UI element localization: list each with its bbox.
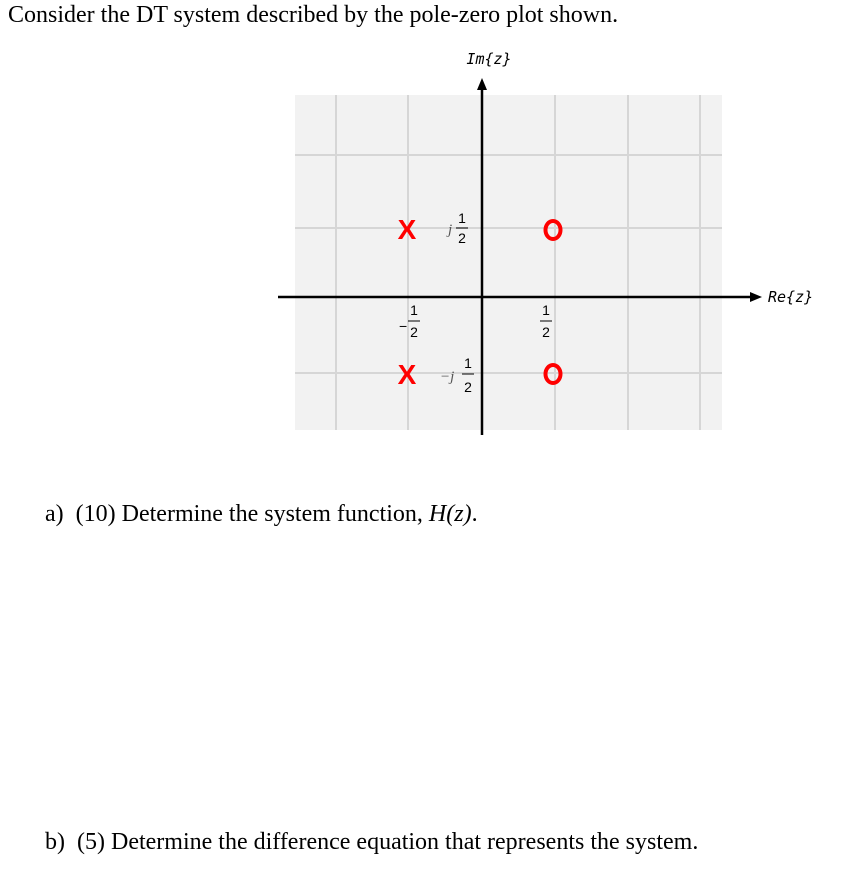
imag-axis-arrow-icon [477, 78, 487, 90]
question-points: (10) [75, 501, 116, 527]
tick-prefix: j [448, 222, 453, 238]
tick-denominator: 2 [458, 230, 466, 246]
grid-background [295, 95, 722, 430]
question-end: . [471, 501, 478, 527]
question-points: (5) [77, 829, 105, 855]
question-label: b) [45, 829, 65, 855]
tick-sign: − [399, 318, 408, 334]
imag-axis-label: Im{z} [466, 50, 512, 68]
tick-denominator: 2 [464, 379, 472, 395]
tick-numerator: 1 [464, 355, 472, 371]
pole-marker: X [397, 359, 417, 390]
pole-marker: X [397, 214, 417, 245]
tick-numerator: 1 [410, 302, 418, 318]
tick-numerator: 1 [458, 210, 466, 226]
question-b [45, 829, 698, 856]
tick-prefix: −j [440, 369, 455, 385]
question-label: a) [45, 501, 64, 527]
real-axis-label: Re{z} [768, 288, 814, 306]
system-function-symbol: H(z) [428, 501, 472, 527]
question-text: Determine the difference equation that represents the system. [110, 829, 699, 855]
tick-denominator: 2 [410, 324, 418, 340]
real-axis-arrow-icon [750, 292, 762, 302]
tick-denominator: 2 [542, 324, 550, 340]
intro-text: Consider the DT system described by the pole-zero plot shown. [8, 2, 619, 28]
tick-numerator: 1 [542, 302, 550, 318]
question-a [45, 501, 478, 528]
question-text: Determine the system function, [121, 501, 423, 527]
